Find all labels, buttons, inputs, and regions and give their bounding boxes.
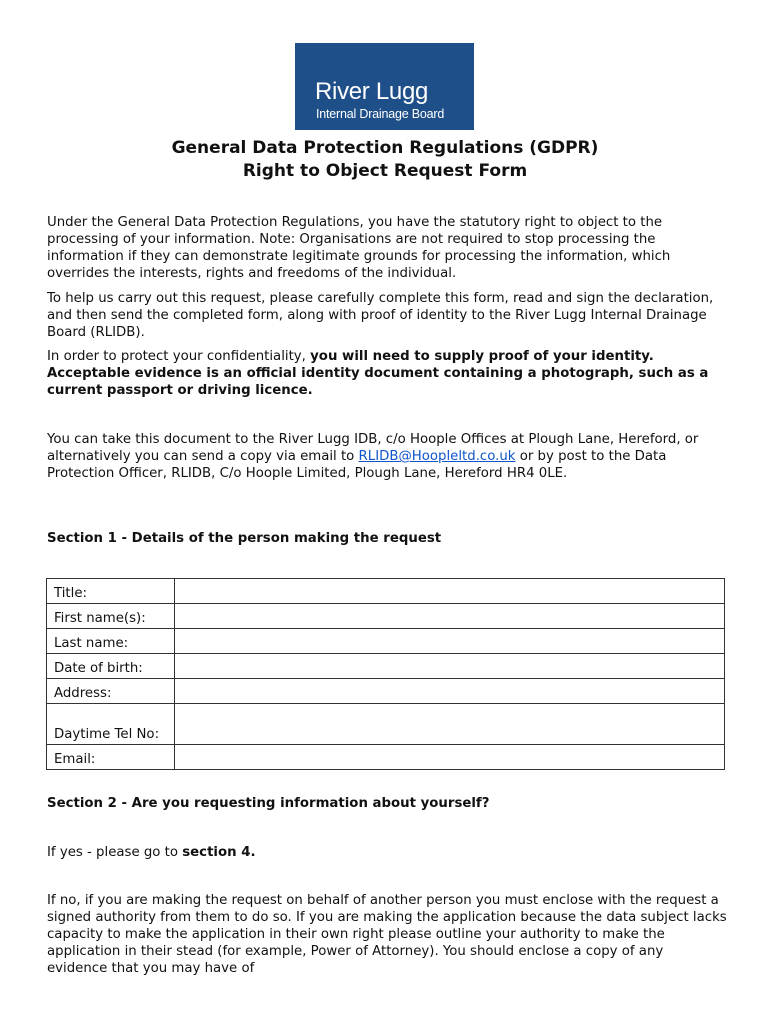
table-row	[47, 629, 725, 654]
table-row	[47, 654, 725, 679]
section-2-heading: Section 2 - Are you requesting information about yourself?	[47, 796, 490, 811]
table-row	[47, 704, 725, 745]
email-input-cell[interactable]	[175, 745, 725, 770]
table-row	[47, 745, 725, 770]
logo-subtitle: Internal Drainage Board	[316, 107, 445, 121]
date-of-birth-label: Date of birth:	[47, 654, 175, 679]
table-row	[47, 604, 725, 629]
last-name-label: Last name:	[47, 629, 175, 654]
submission-instructions: You can take this document to the River Lugg IDB, c/o Hoople Offices at Plough Lane, Hereford, or alternatively you can send a copy via email to	[47, 432, 699, 464]
first-name-label: First name(s):	[47, 604, 175, 629]
intro-paragraph-1: Under the General Data Protection Regulations, you have the statutory right to object to the processing of your information. Note: Organisations are not required to stop processing the information if they can demonstrate legitimate grounds for processing the information, which overrides the interests, rights and freedoms of the individual.	[47, 215, 671, 281]
email-label: Email:	[47, 745, 175, 770]
date-of-birth-input-cell[interactable]	[175, 654, 725, 679]
table-row	[47, 679, 725, 704]
email-link[interactable]: RLIDB@Hoopleltd.co.uk	[358, 449, 516, 464]
daytime-tel-label: Daytime Tel No:	[47, 704, 175, 745]
title-label: Title:	[47, 579, 175, 604]
first-name-input-cell[interactable]	[175, 604, 725, 629]
yes-instruction-text: If yes - please go to	[47, 845, 183, 860]
intro-paragraph-4	[47, 431, 727, 482]
table-row	[47, 579, 725, 604]
last-name-input-cell[interactable]	[175, 629, 725, 654]
intro-paragraph-3-plain: In order to protect your confidentiality,	[47, 349, 311, 364]
address-input-cell[interactable]	[175, 679, 725, 704]
intro-paragraph-2: To help us carry out this request, please carefully complete this form, read and sign the declaration, and then send the completed form, along with proof of identity to the River Lugg Internal Drainage Board (RLIDB).	[47, 291, 714, 340]
section-2-no-instruction: If no, if you are making the request on behalf of another person you must enclose with the request a signed authority from them to do so. If you are making the application because the data subject lacks capacity to make the application in their own right please outline your authority to make the application in their stead (for example, Power of Attorney). You should enclose a copy of any evidence that you may have of	[47, 893, 727, 976]
daytime-tel-input-cell[interactable]	[175, 704, 725, 745]
page-title-line2: Right to Object Request Form	[242, 161, 528, 181]
section-4-reference: section 4.	[182, 845, 256, 860]
section-1-heading: Section 1 - Details of the person making the request	[47, 531, 442, 546]
page-title-line1: General Data Protection Regulations (GDPR)	[171, 138, 599, 158]
logo-name: River Lugg	[315, 78, 429, 105]
intro-paragraph-3	[47, 348, 727, 399]
section-2-yes-instruction	[47, 844, 727, 861]
address-label: Address:	[47, 679, 175, 704]
proof-of-identity-notice: you will need to supply proof of your identity. Acceptable evidence is an official identity document containing a photograph, such as a current passport or driving licence.	[47, 349, 709, 398]
personal-details-table	[46, 578, 725, 770]
title-input-cell[interactable]	[175, 579, 725, 604]
river-lugg-logo	[295, 43, 474, 130]
postal-address-text: or by post to the Data Protection Officer, RLIDB, C/o Hoople Limited, Plough Lane, Hereford HR4 0LE.	[47, 449, 667, 481]
